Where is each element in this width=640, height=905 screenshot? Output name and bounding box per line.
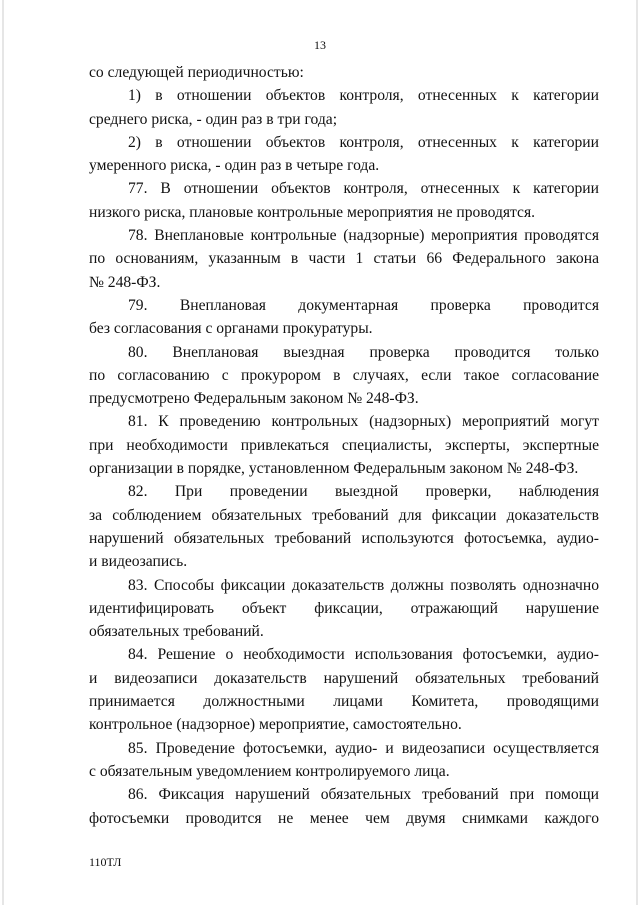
- paragraph-line: предусмотрено Федеральным законом № 248-ФЗ.: [89, 390, 419, 408]
- paragraph-line: низкого риска, плановые контрольные мероприятия не проводятся.: [89, 203, 536, 221]
- paragraph-line: нарушений обязательных требований используются фотосъемка, аудио-: [89, 529, 599, 547]
- paragraph-p77: [89, 177, 599, 224]
- paragraph-line: 83. Способы фиксации доказательств должны позволять однозначно: [128, 576, 599, 594]
- paragraph-line: 82. При проведении выездной проверки, наблюдения: [128, 483, 599, 501]
- paragraph-line: 80. Внеплановая выездная проверка проводится только: [128, 343, 599, 361]
- scan-edge-right: [636, 0, 638, 905]
- paragraph-line: 77. В отношении объектов контроля, отнесенных к категории: [128, 180, 599, 198]
- paragraph-p83: [89, 574, 599, 644]
- paragraph-line: 84. Решение о необходимости использования фотосъемки, аудио-: [128, 646, 599, 664]
- paragraph-line: идентифицировать объект фиксации, отражающий нарушение: [89, 599, 599, 617]
- paragraph-line: контрольное (надзорное) мероприятие, самостоятельно.: [89, 716, 462, 734]
- document-body: [89, 61, 599, 830]
- paragraph-line: при необходимости привлекаться специалисты, эксперты, экспертные: [89, 436, 599, 454]
- footer-code: 110ТЛ: [89, 855, 122, 869]
- paragraph-p82: [89, 480, 599, 573]
- paragraph-line: и видеозаписи доказательств нарушений обязательных требований: [89, 669, 599, 687]
- paragraph-p80: [89, 341, 599, 411]
- paragraph-line: среднего риска, - один раз в три года;: [89, 110, 338, 128]
- paragraph-line: принимается должностными лицами Комитета, проводящими: [89, 693, 599, 711]
- paragraph-line: 86. Фиксация нарушений обязательных требований при помощи: [128, 786, 599, 804]
- paragraph-line: по основаниям, указанным в части 1 статьи 66 Федерального закона: [89, 250, 599, 268]
- paragraph-p81: [89, 410, 599, 480]
- paragraph-line: со следующей периодичностью:: [89, 64, 304, 81]
- paragraph-line: 78. Внеплановые контрольные (надзорные) мероприятия проводятся: [128, 227, 599, 245]
- scan-edge-left: [2, 0, 4, 905]
- paragraph-line: № 248-ФЗ.: [89, 273, 161, 291]
- paragraph-line: 1) в отношении объектов контроля, отнесенных к категории: [128, 87, 599, 105]
- paragraph-line: обязательных требований.: [89, 623, 264, 641]
- paragraph-item-1: [89, 84, 599, 131]
- paragraph-p84: [89, 643, 599, 736]
- paragraph-line: 2) в отношении объектов контроля, отнесенных к категории: [128, 133, 599, 151]
- paragraph-line: с обязательным уведомлением контролируемого лица.: [89, 762, 450, 780]
- page-number: 13: [314, 38, 326, 52]
- paragraph-line: 85. Проведение фотосъемки, аудио- и видеозаписи осуществляется: [128, 739, 599, 757]
- paragraph-line: по согласованию с прокурором в случаях, если такое согласование: [89, 366, 599, 384]
- paragraph-line: организации в порядке, установленном Федеральным законом № 248-ФЗ.: [89, 460, 579, 478]
- paragraph-line: 79. Внеплановая документарная проверка проводится: [128, 296, 599, 314]
- paragraph-intro: [89, 61, 599, 84]
- paragraph-line: умеренного риска, - один раз в четыре года.: [89, 157, 380, 175]
- paragraph-line: фотосъемки проводится не менее чем двумя снимками каждого: [89, 809, 599, 827]
- paragraph-line: без согласования с органами прокуратуры.: [89, 320, 373, 338]
- paragraph-line: и видеозапись.: [89, 553, 188, 571]
- paragraph-p78: [89, 224, 599, 294]
- paragraph-line: за соблюдением обязательных требований для фиксации доказательств: [89, 506, 599, 524]
- paragraph-p86: [89, 783, 599, 830]
- paragraph-line: 81. К проведению контрольных (надзорных) мероприятий могут: [128, 413, 599, 431]
- paragraph-item-2: [89, 131, 599, 178]
- paragraph-p79: [89, 294, 599, 341]
- paragraph-p85: [89, 737, 599, 784]
